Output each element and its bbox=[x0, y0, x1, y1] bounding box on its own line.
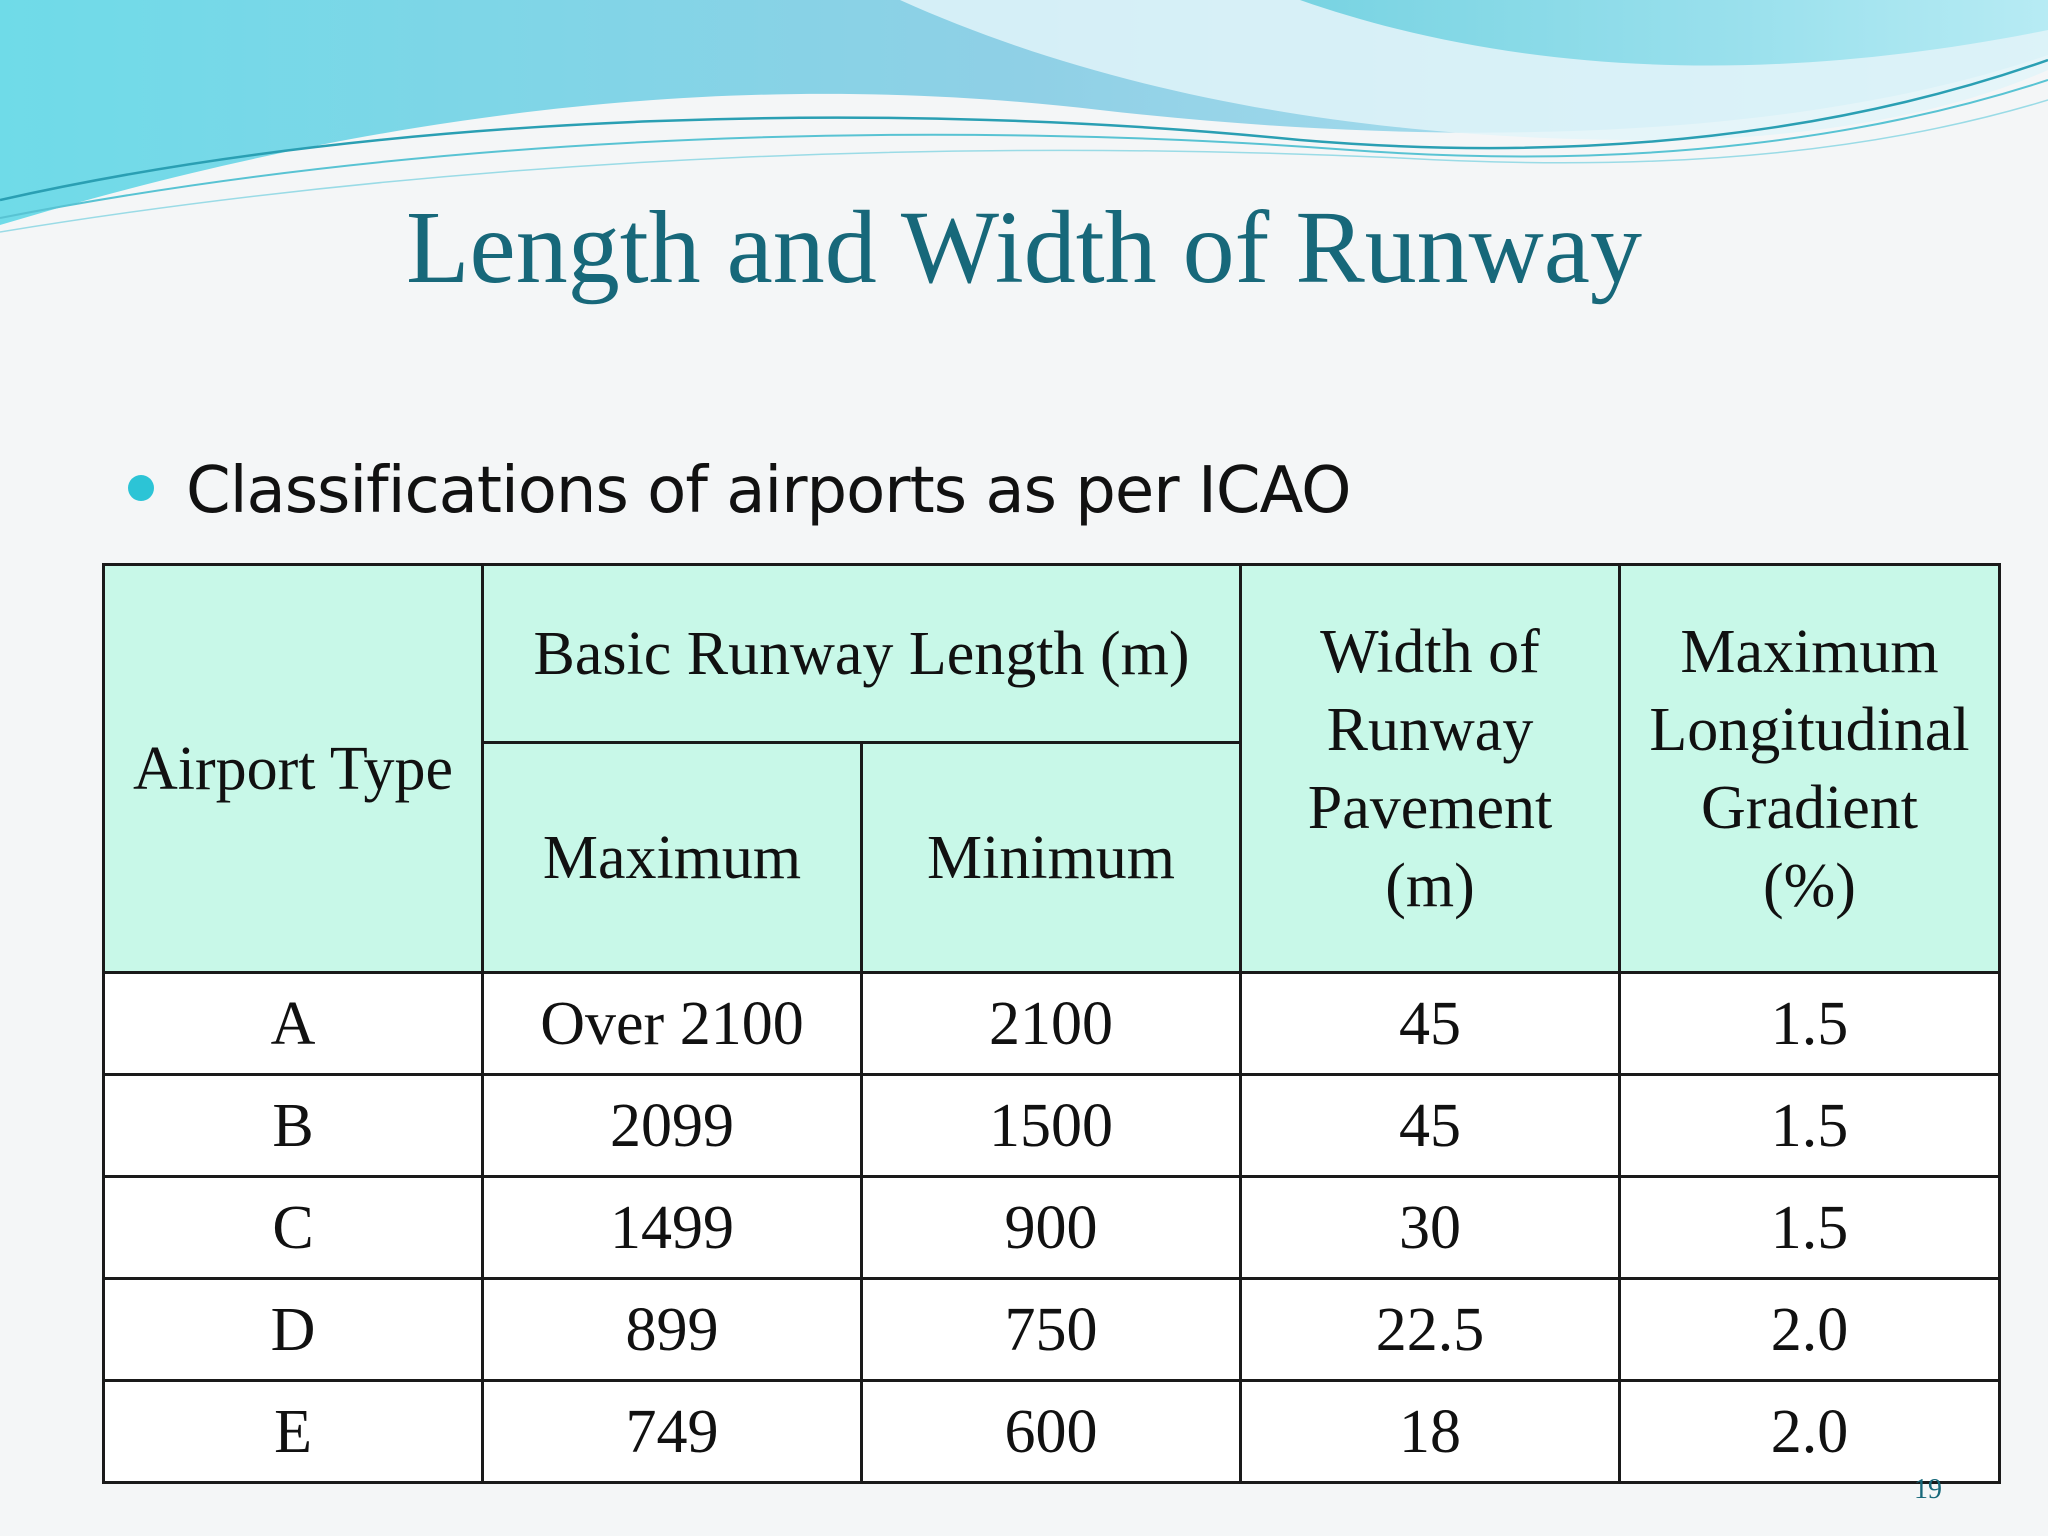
header-airport-type: Airport Type bbox=[104, 565, 483, 973]
cell-width: 45 bbox=[1241, 973, 1620, 1075]
slide-title: Length and Width of Runway bbox=[406, 190, 1642, 305]
cell-maximum: Over 2100 bbox=[483, 973, 862, 1075]
cell-maximum: 749 bbox=[483, 1381, 862, 1483]
cell-minimum: 2100 bbox=[862, 973, 1241, 1075]
header-gradient-line: Maximum bbox=[1680, 617, 1939, 686]
cell-maximum: 2099 bbox=[483, 1075, 862, 1177]
icao-classification-table bbox=[102, 563, 2001, 1484]
cell-minimum: 750 bbox=[862, 1279, 1241, 1381]
cell-gradient: 1.5 bbox=[1620, 1075, 2000, 1177]
header-width-line: Width of bbox=[1320, 617, 1540, 686]
cell-maximum: 1499 bbox=[483, 1177, 862, 1279]
cell-maximum: 899 bbox=[483, 1279, 862, 1381]
header-width-line: Pavement bbox=[1307, 773, 1553, 842]
header-gradient-line: (%) bbox=[1763, 851, 1856, 920]
bullet-item bbox=[128, 446, 1351, 536]
header-gradient-line: Longitudinal bbox=[1649, 695, 1970, 764]
header-gradient-line: Gradient bbox=[1701, 773, 1918, 842]
cell-airport-type: E bbox=[104, 1381, 483, 1483]
cell-minimum: 900 bbox=[862, 1177, 1241, 1279]
page-number: 19 bbox=[1914, 1474, 1942, 1505]
cell-airport-type: B bbox=[104, 1075, 483, 1177]
table-row bbox=[104, 973, 2000, 1075]
table-row bbox=[104, 1279, 2000, 1381]
cell-airport-type: D bbox=[104, 1279, 483, 1381]
header-maximum: Maximum bbox=[483, 743, 862, 973]
bullet-text: Classifications of airports as per ICAO bbox=[186, 454, 1351, 528]
header-width-of-runway-pavement bbox=[1241, 565, 1620, 973]
cell-width: 22.5 bbox=[1241, 1279, 1620, 1381]
table-row bbox=[104, 1177, 2000, 1279]
header-width-line: (m) bbox=[1385, 851, 1475, 920]
cell-minimum: 600 bbox=[862, 1381, 1241, 1483]
cell-airport-type: C bbox=[104, 1177, 483, 1279]
cell-airport-type: A bbox=[104, 973, 483, 1075]
header-minimum: Minimum bbox=[862, 743, 1241, 973]
cell-gradient: 1.5 bbox=[1620, 973, 2000, 1075]
cell-minimum: 1500 bbox=[862, 1075, 1241, 1177]
cell-width: 45 bbox=[1241, 1075, 1620, 1177]
table-row bbox=[104, 1075, 2000, 1177]
bullet-dot-icon bbox=[128, 475, 154, 501]
cell-width: 30 bbox=[1241, 1177, 1620, 1279]
table-row bbox=[104, 1381, 2000, 1483]
cell-width: 18 bbox=[1241, 1381, 1620, 1483]
cell-gradient: 2.0 bbox=[1620, 1279, 2000, 1381]
cell-gradient: 1.5 bbox=[1620, 1177, 2000, 1279]
header-basic-runway-length: Basic Runway Length (m) bbox=[483, 565, 1241, 743]
header-width-line: Runway bbox=[1326, 695, 1534, 764]
cell-gradient: 2.0 bbox=[1620, 1381, 2000, 1483]
header-max-longitudinal-gradient bbox=[1620, 565, 2000, 973]
